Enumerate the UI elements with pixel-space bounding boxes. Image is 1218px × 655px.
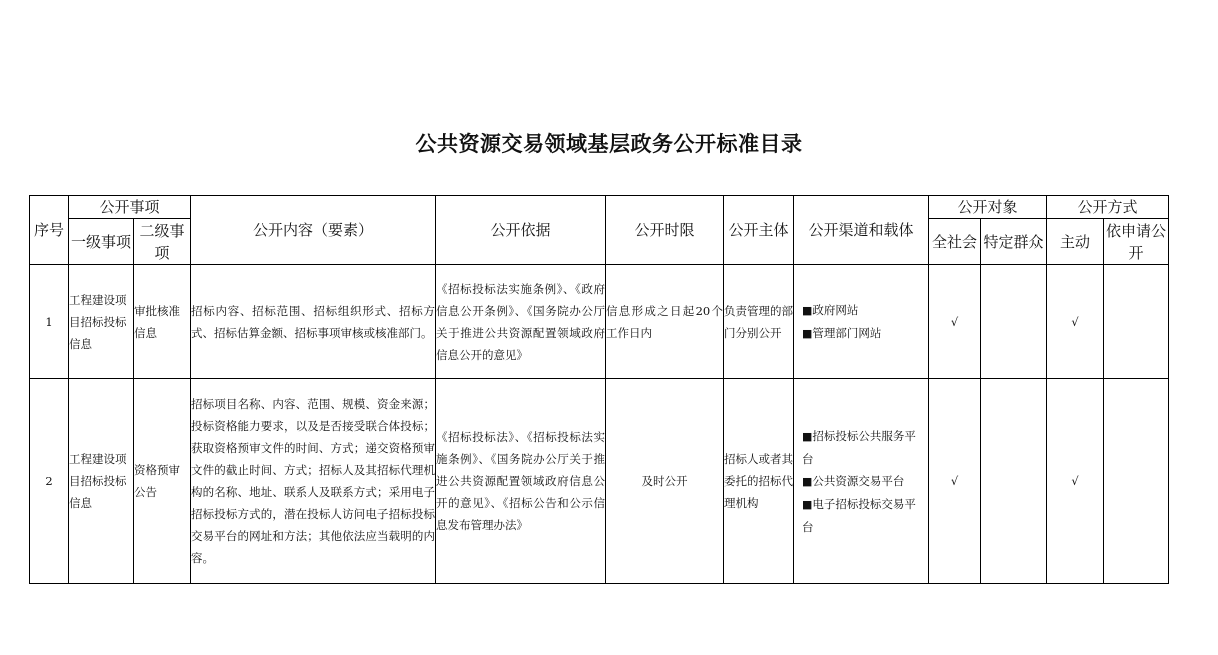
row-level2: 审批核准信息: [134, 265, 191, 379]
row-subject: 负责管理的部门分别公开: [724, 265, 794, 379]
row-channels: [794, 265, 929, 379]
header-level2: 二级事项: [134, 219, 191, 265]
row-level1: 工程建设项目招标投标信息: [69, 379, 134, 584]
header-time-limit: 公开时限: [606, 196, 724, 265]
row-content: 招标项目名称、内容、范围、规模、资金来源；投标资格能力要求，以及是否接受联合体投标；获取资格预审文件的时间、方式；递交资格预审文件的截止时间、方式；招标人及其招标代理机构的名称、地址、联系人及联系方式；采用电子招标投标方式的，潜在投标人访问电子招标投标交易平台的网址和方法；其他依法应当载明的内容。: [191, 379, 436, 584]
row-channels: [794, 379, 929, 584]
row-seq: 1: [30, 265, 69, 379]
header-content: 公开内容（要素）: [191, 196, 436, 265]
header-whole-society: 全社会: [929, 219, 981, 265]
channel-item: ■ 管理部门网站: [802, 322, 922, 345]
channel-item: ■ 政府网站: [802, 299, 922, 322]
header-seq: 序号: [30, 196, 69, 265]
row-on-request: [1104, 379, 1169, 584]
page-title: 公共资源交易领域基层政务公开标准目录: [415, 132, 803, 156]
header-matter-group: 公开事项: [69, 196, 191, 219]
row-basis: 《招标投标法》、《招标投标法实施条例》、《国务院办公厅关于推进公共资源配置领域政府信息公开的意见》、《招标公告和公示信息发布管理办法》: [436, 379, 606, 584]
header-level1: 一级事项: [69, 219, 134, 265]
check-mark: √: [1047, 265, 1104, 379]
header-channel: 公开渠道和载体: [794, 196, 929, 265]
channel-list: [794, 425, 928, 538]
table-header: [30, 196, 1169, 265]
header-specific-group: 特定群众: [981, 219, 1047, 265]
row-time-limit: 及时公开: [606, 379, 724, 584]
channel-item: ■ 公共资源交易平台: [802, 470, 922, 493]
disclosure-catalog-table: [29, 195, 1169, 584]
row-specific-group: [981, 265, 1047, 379]
table-row: [30, 379, 1169, 584]
check-mark: √: [929, 379, 981, 584]
channel-item: ■ 电子招标投标交易平台: [802, 493, 922, 538]
header-target-group: 公开对象: [929, 196, 1047, 219]
row-basis: 《招标投标法实施条例》、《政府信息公开条例》、《国务院办公厅关于推进公共资源配置领域政府信息公开的意见》: [436, 265, 606, 379]
table-row: [30, 265, 1169, 379]
check-mark: √: [929, 265, 981, 379]
header-active: 主动: [1047, 219, 1104, 265]
row-seq: 2: [30, 379, 69, 584]
row-subject: 招标人或者其委托的招标代理机构: [724, 379, 794, 584]
row-level2: 资格预审公告: [134, 379, 191, 584]
row-on-request: [1104, 265, 1169, 379]
row-specific-group: [981, 379, 1047, 584]
channel-list: [794, 299, 928, 345]
header-basis: 公开依据: [436, 196, 606, 265]
header-method-group: 公开方式: [1047, 196, 1169, 219]
header-on-request: 依申请公开: [1104, 219, 1169, 265]
row-level1: 工程建设项目招标投标信息: [69, 265, 134, 379]
row-time-limit: 信息形成之日起20个工作日内: [606, 265, 724, 379]
check-mark: √: [1047, 379, 1104, 584]
header-subject: 公开主体: [724, 196, 794, 265]
row-content: 招标内容、招标范围、招标组织形式、招标方式、招标估算金额、招标事项审核或核准部门。: [191, 265, 436, 379]
channel-item: ■ 招标投标公共服务平台: [802, 425, 922, 470]
